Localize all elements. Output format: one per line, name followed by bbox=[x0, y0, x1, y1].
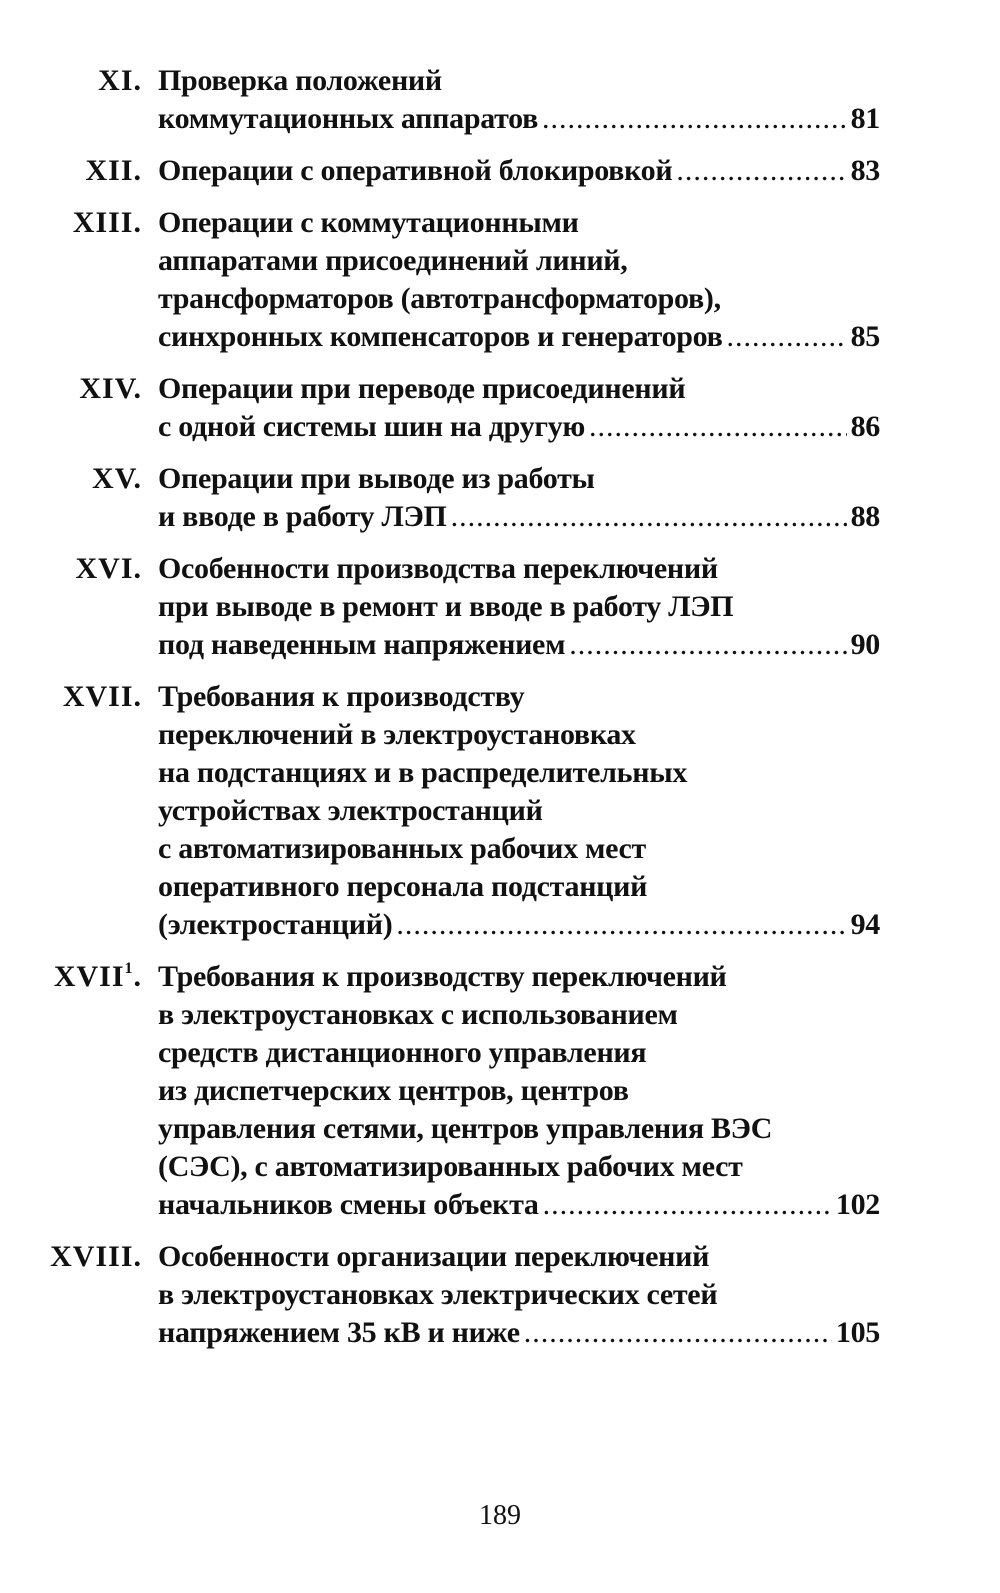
toc-entry[interactable] bbox=[0, 550, 1000, 664]
chapter-number: XIII. bbox=[72, 206, 142, 239]
chapter-title-line: Операции при переводе присоединений bbox=[158, 372, 686, 405]
chapter-number: XII. bbox=[85, 154, 142, 187]
page-footer-number: 189 bbox=[479, 1500, 521, 1531]
leader-dots bbox=[542, 100, 847, 138]
chapter-title-line: Операции при выводе из работы bbox=[158, 462, 595, 495]
chapter-title-line-with-page: Операции с оперативной блокировкой ..... 83 bbox=[158, 152, 880, 190]
chapter-title-line: переключений в электроустановках bbox=[158, 718, 636, 751]
chapter-title-line-with-page: напряжением 35 кВ и ниже ..... 105 bbox=[158, 1314, 880, 1352]
page-number: 94 bbox=[850, 908, 880, 941]
toc-entry[interactable] bbox=[0, 152, 1000, 190]
chapter-title-line: средств дистанционного управления bbox=[158, 1036, 647, 1069]
chapter-title-line: из диспетчерских центров, центров bbox=[158, 1074, 629, 1107]
toc-entry[interactable] bbox=[0, 62, 1000, 138]
leader-dots bbox=[543, 1186, 832, 1224]
chapter-title-line: устройствах электростанций bbox=[158, 794, 543, 827]
chapter-number: XVI. bbox=[75, 552, 142, 585]
leader-dots bbox=[569, 626, 846, 664]
leader-dots bbox=[676, 152, 846, 190]
page-number: 86 bbox=[850, 410, 880, 443]
table-of-contents bbox=[0, 62, 1000, 1366]
chapter-title-line: (СЭС), с автоматизированных рабочих мест bbox=[158, 1150, 743, 1183]
chapter-title-line: в электроустановках с использованием bbox=[158, 998, 678, 1031]
chapter-title-line-with-page: коммутационных аппаратов ..... 81 bbox=[158, 100, 880, 138]
chapter-title-line: аппаратами присоединений линий, bbox=[158, 244, 628, 277]
toc-entry[interactable] bbox=[0, 958, 1000, 1224]
toc-entry[interactable] bbox=[0, 204, 1000, 356]
page-number: 88 bbox=[850, 500, 880, 533]
page-number: 102 bbox=[835, 1188, 880, 1221]
chapter-title-line: оперативного персонала подстанций bbox=[158, 870, 648, 903]
leader-dots bbox=[396, 906, 846, 944]
leader-dots bbox=[524, 1314, 832, 1352]
chapter-title-line: с автоматизированных рабочих мест bbox=[158, 832, 646, 865]
chapter-number: XV. bbox=[92, 462, 142, 495]
chapter-title-line-with-page: (электростанций) ..... 94 bbox=[158, 906, 880, 944]
chapter-title-line-with-page: синхронных компенсаторов и генераторов ..... 85 bbox=[158, 318, 880, 356]
page-number: 90 bbox=[850, 628, 880, 661]
leader-dots bbox=[727, 318, 847, 356]
chapter-title-line: Особенности организации переключений bbox=[158, 1240, 710, 1273]
chapter-title-line: Требования к производству bbox=[158, 680, 525, 713]
chapter-title-line-with-page: начальников смены объекта ..... 102 bbox=[158, 1186, 880, 1224]
chapter-title-line: Особенности производства переключений bbox=[158, 552, 718, 585]
chapter-title-line: Проверка положений bbox=[158, 64, 442, 97]
chapter-title-line: на подстанциях и в распределительных bbox=[158, 756, 688, 789]
chapter-number: XVIII. bbox=[50, 1240, 142, 1273]
chapter-title-line-with-page: и вводе в работу ЛЭП ..... 88 bbox=[158, 498, 880, 536]
chapter-title-line: Операции с коммутационными bbox=[158, 206, 579, 239]
chapter-number: XIV. bbox=[79, 372, 142, 405]
chapter-title-line: при выводе в ремонт и вводе в работу ЛЭП bbox=[158, 590, 734, 623]
leader-dots bbox=[589, 408, 847, 446]
page-number: 105 bbox=[835, 1316, 880, 1349]
toc-entry[interactable] bbox=[0, 678, 1000, 944]
page-number: 83 bbox=[850, 154, 880, 187]
toc-entry[interactable] bbox=[0, 460, 1000, 536]
chapter-title-line: трансформаторов (автотрансформаторов), bbox=[158, 282, 721, 315]
toc-entry[interactable] bbox=[0, 1238, 1000, 1352]
chapter-number: XI. bbox=[98, 64, 142, 97]
page-number: 81 bbox=[850, 102, 880, 135]
chapter-title-line-with-page: под наведенным напряжением ..... 90 bbox=[158, 626, 880, 664]
chapter-title-line: Требования к производству переключений bbox=[158, 960, 727, 993]
chapter-number: XVII$^1$. bbox=[53, 960, 142, 993]
toc-entry[interactable] bbox=[0, 370, 1000, 446]
chapter-title-line: управления сетями, центров управления ВЭС bbox=[158, 1112, 773, 1145]
chapter-title-line: в электроустановках электрических сетей bbox=[158, 1278, 718, 1311]
page-number: 85 bbox=[850, 320, 880, 353]
chapter-number: XVII. bbox=[62, 680, 142, 713]
chapter-title-line-with-page: с одной системы шин на другую ..... 86 bbox=[158, 408, 880, 446]
leader-dots bbox=[451, 498, 847, 536]
